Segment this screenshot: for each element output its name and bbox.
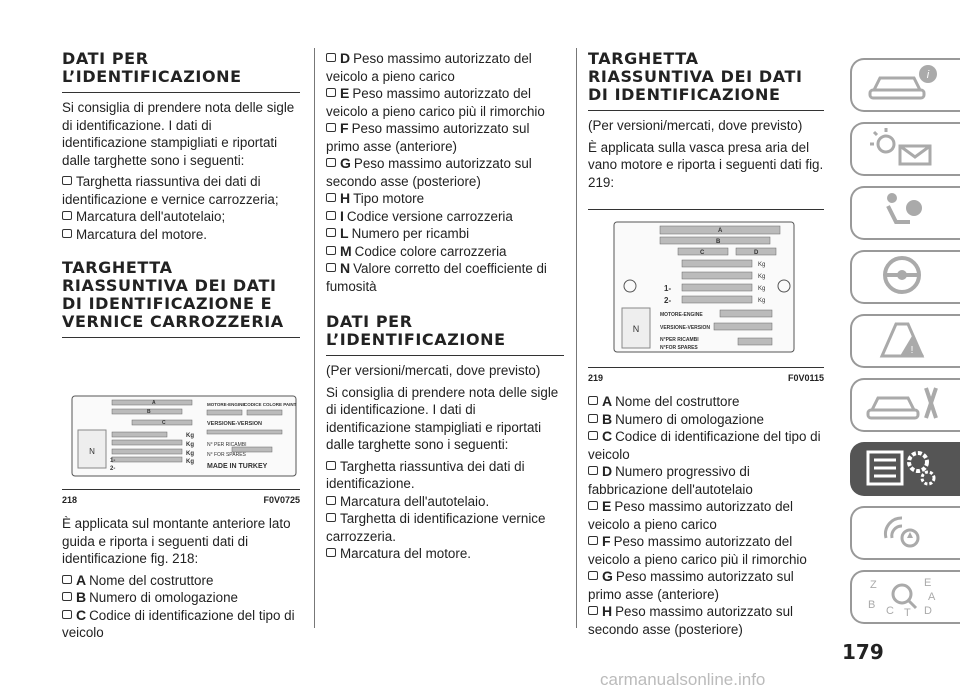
title-underline (326, 355, 564, 356)
plate-label-spares: N°PER RICAMBI (660, 337, 699, 343)
plate-label-kg: Kg (186, 433, 194, 439)
bullet-icon (326, 513, 336, 522)
column-1 (62, 50, 300, 642)
plate-label-version: VERSIONE-VERSION (660, 325, 711, 331)
plate-label-kg: Kg (758, 286, 766, 292)
list-item: E Peso massimo autorizzato del veicolo a pieno carico più il rimorchio (326, 85, 545, 119)
chapter-sidebar (832, 58, 960, 638)
section-title: DATI PER L’IDENTIFICAZIONE (62, 49, 242, 86)
intro-text: Si consiglia di prendere nota delle sigle di identificazione. I dati di identificazione stampigliati e riportati dalle targhette sono i seguenti: (326, 384, 559, 452)
multimedia-icon (852, 508, 952, 554)
plate-label-axle-2: 2- (664, 296, 672, 305)
intro-text: Si consiglia di prendere nota delle sigle di identificazione. I dati di identificazione stampigliati e riportati dalle targhette sono i seguenti: (62, 100, 295, 168)
list-item: D Numero progressivo di fabbricazione dell'autotelaio (588, 463, 753, 497)
tab-safety[interactable] (850, 186, 960, 240)
tab-technical-data[interactable] (850, 442, 960, 496)
bullet-icon (62, 229, 72, 238)
bullet-icon (326, 123, 336, 132)
plate-letter: A (718, 228, 723, 234)
plate-label-engine: MOTORE-ENGINE (207, 402, 246, 407)
alphabetical-index-icon (852, 572, 952, 618)
svg-text:T: T (904, 607, 911, 618)
svg-text:A: A (928, 591, 936, 603)
plate-letter: B (716, 239, 721, 245)
plate-label-n: N (89, 447, 95, 456)
plate-label-axle-2: 2- (110, 466, 116, 472)
plate-label-n: N (632, 324, 640, 334)
list-item: M Codice colore carrozzeria (326, 243, 564, 261)
road-warning-icon (852, 316, 952, 362)
plate-label-kg: Kg (758, 298, 766, 304)
tab-driving[interactable] (850, 250, 960, 304)
bullet-icon (62, 575, 72, 584)
figure-number: 219 (588, 372, 604, 383)
subtitle: (Per versioni/mercati, dove previsto) (326, 363, 541, 378)
plate-label-spares: N° PER RICAMBI (207, 442, 247, 448)
bullet-icon (588, 571, 598, 580)
bullet-icon (326, 193, 336, 202)
tab-warning-lights[interactable] (850, 122, 960, 176)
list-item: F Peso massimo autorizzato sul primo asse (anteriore) (326, 120, 530, 154)
svg-text:!: ! (910, 345, 914, 356)
plate-label-made-in: MADE IN TURKEY (207, 463, 268, 470)
plate-label-kg: Kg (758, 262, 766, 268)
bullet-icon (326, 228, 336, 237)
list-item: Marcatura dell'autotelaio. (326, 493, 564, 511)
bullet-icon (588, 536, 598, 545)
tab-car-info[interactable] (850, 58, 960, 112)
svg-text:B: B (868, 599, 876, 611)
list-item: C Codice di identificazione del tipo di veicolo (588, 428, 821, 462)
bullet-icon (62, 211, 72, 220)
section-title: TARGHETTA RIASSUNTIVA DEI DATI DI IDENTIFICAZIONE E VERNICE CARROZZERIA (62, 258, 284, 331)
svg-text:C: C (886, 605, 894, 617)
title-underline (588, 110, 824, 111)
bullet-icon (326, 548, 336, 557)
list-item: A Nome del costruttore (62, 572, 300, 590)
car-info-icon (852, 60, 952, 106)
list-item: D Peso massimo autorizzato del veicolo a pieno carico (326, 50, 532, 84)
bullet-icon (62, 592, 72, 601)
list-item: Targhetta riassuntiva dei dati di identificazione. (326, 458, 525, 491)
plate-label-kg: Kg (186, 442, 194, 448)
figure-219 (588, 209, 824, 387)
tab-index[interactable] (850, 570, 960, 624)
list-item: H Tipo motore (326, 190, 564, 208)
bullet-icon (326, 53, 336, 62)
list-item: F Peso massimo autorizzato del veicolo a pieno carico più il rimorchio (588, 533, 807, 567)
list-item: B Numero di omologazione (588, 411, 824, 429)
bullet-icon (326, 496, 336, 505)
title-underline (62, 337, 300, 338)
list-item: H Peso massimo autorizzato sul secondo asse (posteriore) (588, 603, 793, 637)
list-item: Targhetta di identificazione vernice carrozzeria. (326, 511, 546, 544)
tab-emergency[interactable] (850, 314, 960, 368)
bullet-icon (588, 606, 598, 615)
figure-code: F0V0725 (263, 494, 300, 505)
column-2 (326, 50, 564, 563)
list-item: Targhetta riassuntiva dei dati di identificazione e vernice carrozzeria; (62, 174, 279, 207)
list-item: B Numero di omologazione (62, 589, 300, 607)
figure-number: 218 (62, 494, 78, 505)
bullet-icon (588, 466, 598, 475)
steering-wheel-icon (852, 252, 952, 298)
column-divider (576, 48, 577, 628)
warning-lights-icon (852, 124, 952, 170)
plate-label-kg: Kg (186, 459, 194, 465)
plate-label-axle-1: 1- (664, 284, 672, 293)
column-3 (588, 50, 824, 638)
svg-text:Z: Z (870, 579, 877, 591)
tab-maintenance[interactable] (850, 378, 960, 432)
id-plate-diagram (588, 210, 824, 360)
bullet-icon (62, 176, 72, 185)
bullet-icon (326, 158, 336, 167)
bullet-icon (326, 461, 336, 470)
bullet-icon (326, 246, 336, 255)
plate-label-spares-en: N° FOR SPARES (207, 452, 246, 458)
list-item: A Nome del costruttore (588, 393, 824, 411)
section-title: TARGHETTA RIASSUNTIVA DEI DATI DI IDENTIFICAZIONE (588, 49, 803, 104)
section-title: DATI PER L’IDENTIFICAZIONE (326, 312, 506, 349)
plate-label-spares-en: N°FOR SPARES (660, 345, 698, 351)
intro-text: È applicata sulla vasca presa aria del vano motore e riporta i seguenti dati fig. 219: (588, 139, 824, 190)
subtitle: (Per versioni/mercati, dove previsto) (588, 118, 803, 133)
list-item: Marcatura del motore. (62, 226, 300, 244)
svg-text:D: D (924, 605, 932, 617)
figure-code: F0V0115 (787, 372, 824, 383)
list-item: C Codice di identificazione del tipo di veicolo (62, 606, 295, 640)
airbag-seat-icon (852, 188, 952, 234)
list-item: I Codice versione carrozzeria (326, 208, 564, 226)
list-item: L Numero per ricambi (326, 225, 564, 243)
svg-text:E: E (924, 577, 932, 589)
list-item: Marcatura del motore. (326, 545, 564, 563)
bullet-icon (588, 501, 598, 510)
plate-label-kg: Kg (758, 274, 766, 280)
bullet-icon (588, 431, 598, 440)
car-tools-icon (852, 380, 952, 426)
plate-label-kg: Kg (186, 451, 194, 457)
bullet-icon (326, 211, 336, 220)
svg-text:i: i (926, 69, 930, 81)
bullet-icon (588, 414, 598, 423)
title-underline (62, 92, 300, 93)
figure-description: È applicata sul montante anteriore lato guida e riporta i seguenti dati di identificazione fig. 218: (62, 516, 291, 566)
figure-218 (62, 392, 300, 509)
list-item: Marcatura dell'autotelaio; (62, 208, 300, 226)
list-item: N Valore corretto del coefficiente di fumosità (326, 260, 547, 294)
list-item: G Peso massimo autorizzato sul primo asse (anteriore) (588, 568, 794, 602)
list-item: G Peso massimo autorizzato sul secondo asse (posteriore) (326, 155, 532, 189)
plate-letter: D (754, 250, 759, 256)
technical-data-icon (852, 444, 952, 490)
bullet-icon (588, 396, 598, 405)
plate-label-engine: MOTORE-ENGINE (660, 312, 703, 318)
plate-letter: B (147, 409, 151, 415)
plate-label-paint: CODICE COLORE PAINT (244, 402, 297, 407)
bullet-icon (62, 610, 72, 619)
tab-multimedia[interactable] (850, 506, 960, 560)
plate-label-version: VERSIONE-VERSION (207, 421, 263, 427)
id-plate-diagram (62, 392, 300, 482)
watermark: carmanualsonline.info (600, 670, 766, 689)
plate-label-axle-1: 1- (110, 458, 116, 464)
bullet-icon (326, 88, 336, 97)
list-item: E Peso massimo autorizzato del veicolo a pieno carico (588, 498, 793, 532)
plate-letter: A (152, 400, 156, 406)
column-divider (314, 48, 315, 628)
page-number: 179 (842, 640, 884, 664)
plate-letter: C (700, 250, 705, 256)
bullet-icon (326, 263, 336, 272)
plate-letter: C (162, 420, 166, 426)
